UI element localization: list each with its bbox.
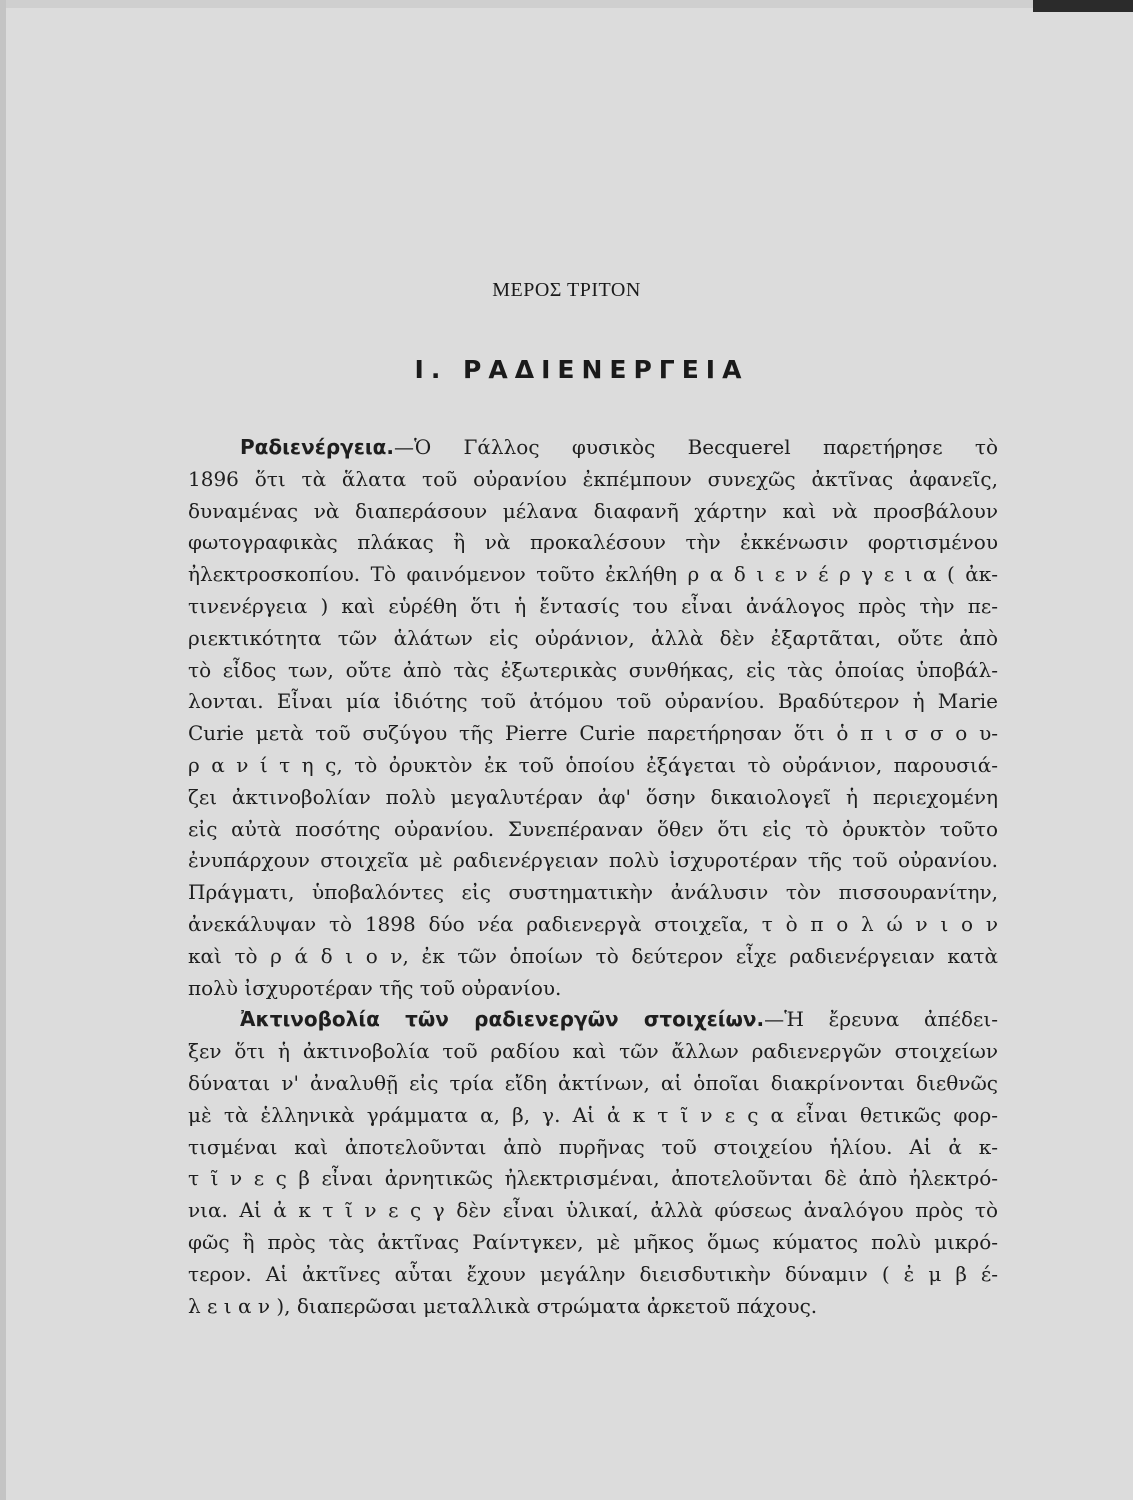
paragraph-line: Curie μετὰ τοῦ συζύγου τῆς Pierre Curie παρετήρησαν ὅτι ὁ π ι σ σ ο υ- (188, 721, 998, 746)
emphasized-term: π ι σ σ ο υ- (860, 721, 998, 746)
paragraph-line: πολὺ ἰσχυροτέραν τῆς τοῦ οὐρανίου. (188, 975, 562, 1000)
paragraph-line: ἀνεκάλυψαν τὸ 1898 δύο νέα ραδιενεργὰ στοιχεῖα, τ ὸ π ο λ ώ ν ι ο ν (188, 911, 998, 936)
paragraph-line: λονται. Εἶναι μία ἰδιότης τοῦ ἀτόμου τοῦ οὐρανίου. Βραδύτερον ἡ Marie (188, 689, 998, 714)
paragraph-line: ζει ἀκτινοβολίαν πολὺ μεγαλυτέραν ἀφ' ὅσην δικαιολογεῖ ἡ περιεχομένη (188, 784, 998, 809)
paragraph-line: ἠλεκτροσκοπίου. Τὸ φαινόμενον τοῦτο ἐκλήθη ρ α δ ι ε ν έ ρ γ ε ι α ( ἀκ- (188, 562, 998, 587)
paragraph-line: δύναται ν' ἀναλυθῇ εἰς τρία εἴδη ἀκτίνων, αἱ ὁποῖαι διακρίνονται διεθνῶς (188, 1070, 998, 1095)
emphasized-term: ( ἐ μ β έ- (881, 1261, 998, 1286)
emphasized-term: τ ῖ ν ε ς β (188, 1166, 310, 1191)
paragraph-line: Ραδιενέργεια.—Ὁ Γάλλος φυσικὸς Becquerel παρετήρησε τὸ (240, 435, 998, 459)
chapter-title: I. ΡΑΔΙΕΝΕΡΓΕΙΑ (414, 355, 749, 384)
paragraph-line: λ ε ι α ν ), διαπερῶσαι μεταλλικὰ στρώματα ἀρκετοῦ πάχους. (188, 1293, 818, 1318)
page-edge-shadow (0, 0, 6, 1500)
paragraph-line: φωτογραφικὰς πλάκας ἢ νὰ προκαλέσουν τὴν ἐκκένωσιν φορτισμένου (188, 530, 998, 555)
section-heading-radiation: Ἀκτινοβολία τῶν ραδιενεργῶν στοιχείων. (240, 1007, 765, 1032)
paragraph-line: τινενέργεια ) καὶ εὑρέθη ὅτι ἡ ἔντασίς του εἶναι ἀνάλογος πρὸς τὴν πε- (188, 593, 998, 618)
paragraph-line: τὸ εἶδος των, οὔτε ἀπὸ τὰς ἐξωτερικὰς συνθήκας, εἰς τὰς ὁποίας ὑποβάλ- (188, 657, 998, 682)
body-text (188, 432, 998, 1322)
paragraph-line: ριεκτικότητα τῶν ἁλάτων εἰς οὐράνιον, ἀλλὰ δὲν ἐξαρτᾶται, οὔτε ἀπὸ (188, 625, 998, 650)
paragraph-line: εἰς αὐτὰ ποσότης οὐρανίου. Συνεπέραναν ὅθεν ὅτι εἰς τὸ ὀρυκτὸν τοῦτο (188, 816, 998, 841)
paragraph-line: ἐνυπάρχουν στοιχεῖα μὲ ραδιενέργειαν πολὺ ἰσχυροτέραν τῆς τοῦ οὐρανίου. (188, 848, 998, 873)
paragraph-line: καὶ τὸ ρ ά δ ι ο ν, ἐκ τῶν ὁποίων τὸ δεύτερον εἶχε ραδιενέργειαν κατὰ (188, 943, 998, 968)
emphasized-term: ἀ κ- (948, 1134, 998, 1159)
paragraph-line: τερον. Αἱ ἀκτῖνες αὗται ἔχουν μεγάλην διεισδυτικὴν δύναμιν ( ἐ μ β έ- (188, 1261, 998, 1286)
section-heading-radioactivity: Ραδιενέργεια. (240, 435, 395, 459)
paragraph-line: ξεν ὅτι ἡ ἀκτινοβολία τοῦ ραδίου καὶ τῶν ἄλλων ραδιενεργῶν στοιχείων (188, 1039, 998, 1064)
emphasized-term: ρ α ν ί τ η ς, (188, 752, 343, 777)
scan-corner-dark (1033, 0, 1133, 12)
emphasized-term: ρ α δ ι ε ν έ ρ γ ε ι α ( ἀκ- (687, 562, 998, 587)
paragraph-line: μὲ τὰ ἑλληνικὰ γράμματα α, β, γ. Αἱ ἀ κ τ ῖ ν ε ς α εἶναι θετικῶς φορ- (188, 1102, 998, 1127)
emphasized-term: ρ ά δ ι ο ν, (270, 943, 409, 968)
paragraph-line: Ἀκτινοβολία τῶν ραδιενεργῶν στοιχείων.—Ἡ ἔρευνα ἀπέδει- (240, 1007, 998, 1032)
paragraph-line: νια. Αἱ ἀ κ τ ῖ ν ε ς γ δὲν εἶναι ὑλικαί, ἀλλὰ φύσεως ἀναλόγου πρὸς τὸ (188, 1198, 998, 1223)
paragraph-line: τισμέναι καὶ ἀποτελοῦνται ἀπὸ πυρῆνας τοῦ στοιχείου ἡλίου. Αἱ ἀ κ- (188, 1134, 998, 1159)
paragraph-line: δυναμένας νὰ διαπεράσουν μέλανα διαφανῆ χάρτην καὶ νὰ προσβάλουν (188, 498, 998, 523)
emphasized-term: λ ε ι α ν ), (188, 1293, 291, 1318)
paragraph-line: τ ῖ ν ε ς β εἶναι ἀρνητικῶς ἠλεκτρισμέναι, ἀποτελοῦνται δὲ ἀπὸ ἠλεκτρό- (188, 1166, 998, 1191)
paragraph-line: φῶς ἢ πρὸς τὰς ἀκτῖνας Ραίντγκεν, μὲ μῆκος ὅμως κύματος πολὺ μικρό- (188, 1229, 998, 1254)
paragraph-line: 1896 ὅτι τὰ ἅλατα τοῦ οὐρανίου ἐκπέμπουν συνεχῶς ἀκτῖνας ἀφανεῖς, (188, 466, 998, 491)
emphasized-term: ἀ κ τ ῖ ν ε ς γ (273, 1198, 445, 1223)
emphasized-term: τ ὸ π ο λ ώ ν ι ο ν (761, 911, 998, 936)
paragraph-line: ρ α ν ί τ η ς, τὸ ὀρυκτὸν ἐκ τοῦ ὁποίου ἐξάγεται τὸ οὐράνιον, παρουσιά- (188, 752, 998, 777)
paragraph-line: Πράγματι, ὑποβαλόντες εἰς συστηματικὴν ἀνάλυσιν τὸν πισσουρανίτην, (188, 880, 998, 905)
emphasized-term: ἀ κ τ ῖ ν ε ς α (607, 1102, 785, 1127)
part-title: ΜΕΡΟΣ ΤΡΙΤΟΝ (492, 279, 641, 301)
